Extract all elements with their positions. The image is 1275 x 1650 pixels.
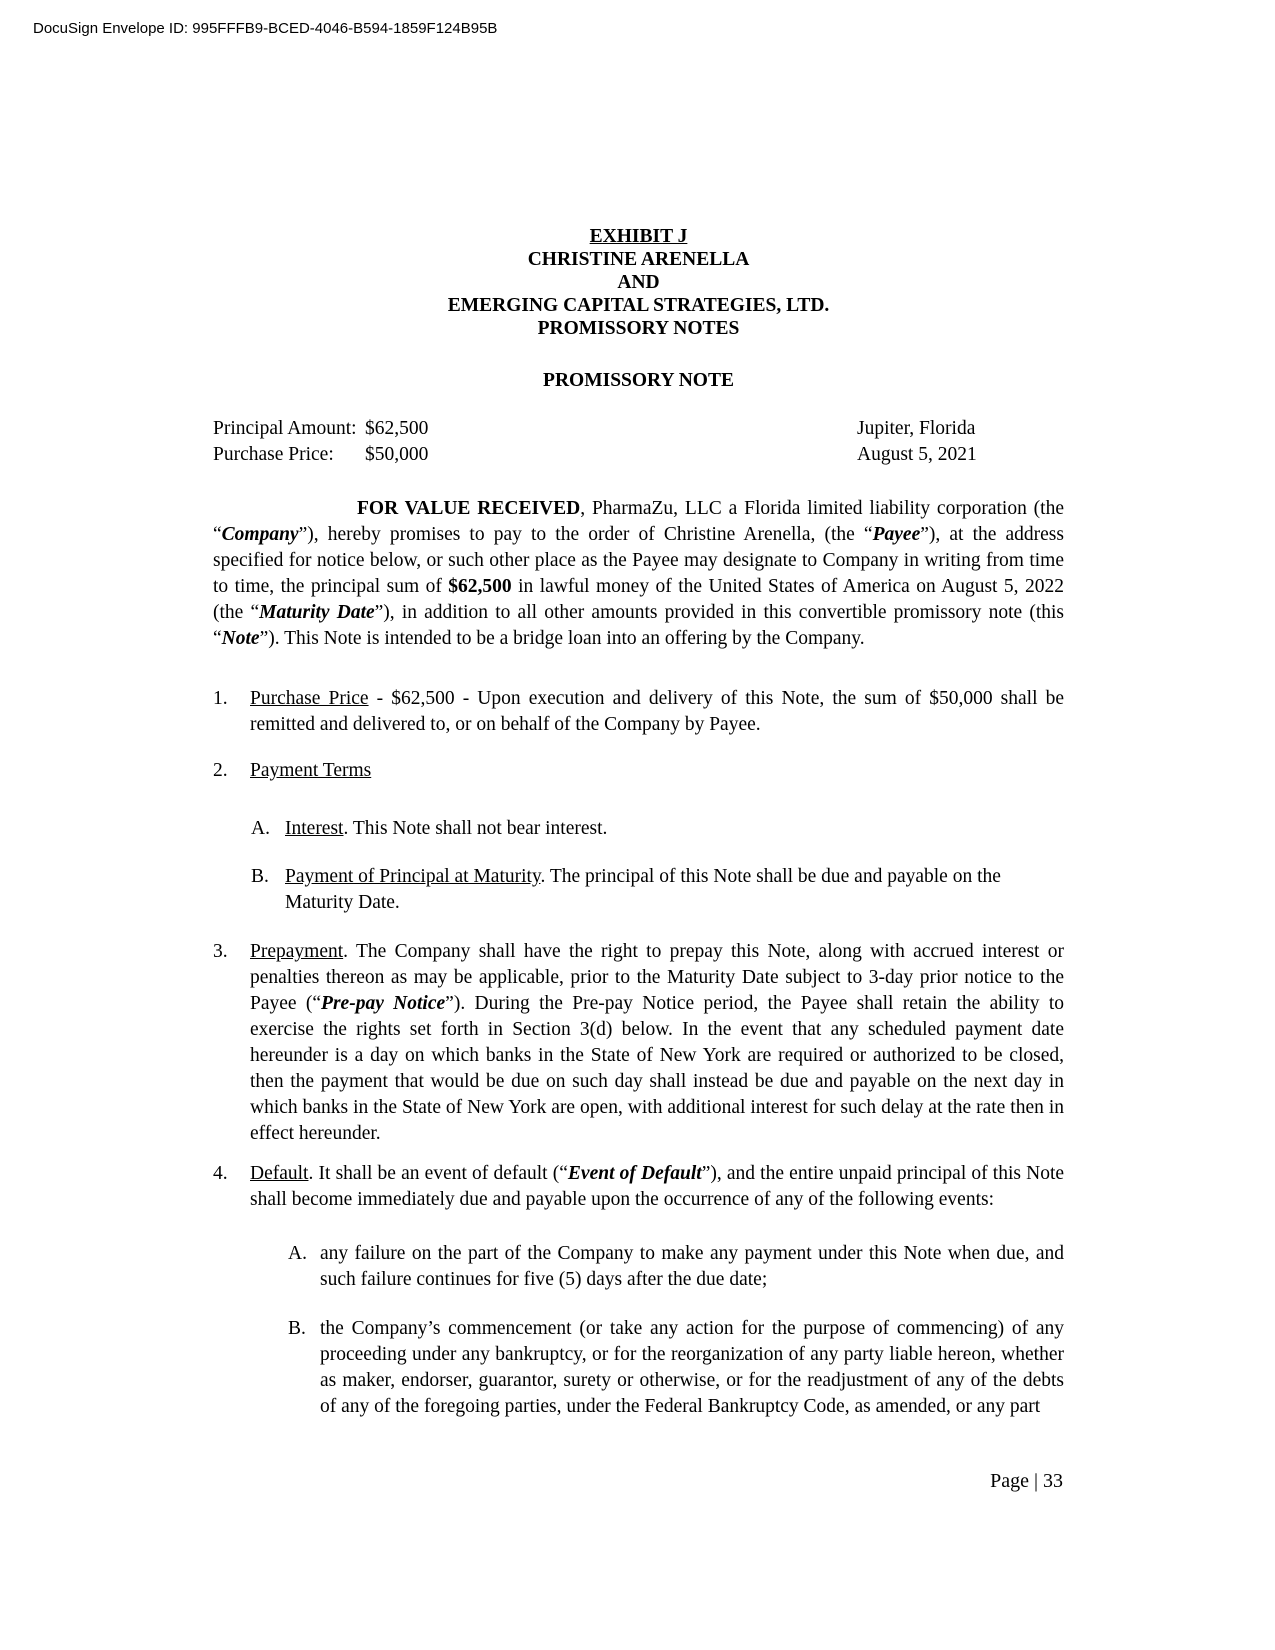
list-item-1-body bbox=[250, 686, 1064, 738]
list-letter-b: B. bbox=[251, 866, 269, 887]
list-item-3-body bbox=[250, 939, 1064, 1147]
place-line: Jupiter, Florida bbox=[857, 418, 976, 439]
list-item-4b bbox=[288, 1316, 1064, 1420]
text-segment: ”). This Note is intended to be a bridge loan into an offering by the Company. bbox=[259, 628, 865, 649]
exhibit-heading-block bbox=[213, 225, 1064, 340]
docusign-envelope-id: DocuSign Envelope ID: 995FFFB9-BCED-4046-B594-1859F124B95B bbox=[33, 20, 498, 37]
term-note: Note bbox=[221, 628, 260, 649]
text-segment: ”). During the Pre-pay Notice period, the Payee shall retain the ability to exercise the rights set forth in Section 3(d) below. In the event that any scheduled payment date hereunder is a day on which banks in the State of New York are required or authorized to be closed, then the payment that would be due on such day shall instead be due and payable on the next day in which banks in the State of New York are open, with additional interest for such delay at the rate then in effect hereunder. bbox=[250, 993, 1064, 1144]
text-segment: , PharmaZu, LLC a Florida limited liability corporation (the “ bbox=[213, 498, 1064, 545]
text-segment: ”), and the entire unpaid principal of this Note shall become immediately due and payable upon the occurrence of any of the following events: bbox=[250, 1163, 1065, 1210]
list-number-2: 2. bbox=[213, 760, 228, 781]
principal-amount-label: Principal Amount: bbox=[213, 418, 357, 439]
term-payee: Payee bbox=[872, 524, 921, 545]
text-segment: in lawful money of the United States of America on August 5, 2022 (the “ bbox=[213, 576, 1064, 623]
text-segment: . The principal of this Note shall be due and payable on the Maturity Date. bbox=[285, 866, 1001, 913]
text-segment: . The Company shall have the right to prepay this Note, along with accrued interest or penalties thereon as may be applicable, prior to the Maturity Date subject to 3-day prior notice to the Payee (“ bbox=[250, 941, 1064, 1014]
payment-of-principal-heading: Payment of Principal at Maturity bbox=[285, 866, 541, 887]
text-segment: . It shall be an event of default (“ bbox=[308, 1163, 568, 1184]
term-company: Company bbox=[221, 524, 299, 545]
heading-promissory-notes: PROMISSORY NOTES bbox=[537, 318, 740, 339]
list-item-2a-interest bbox=[251, 816, 1064, 842]
term-event-of-default: Event of Default bbox=[567, 1163, 702, 1184]
text-segment: ”), at the address specified for notice below, or such other place as the Payee may designate to Company in writing from time to time, the principal sum of bbox=[213, 524, 1064, 597]
list-letter-b: B. bbox=[288, 1318, 306, 1339]
list-item-4b-body: the Company’s commencement (or take any action for the purpose of commencing) of any proceeding under any bankruptcy, or for the reorganization of any party liable hereon, whether as maker, endorser, guarantor, surety or otherwise, or for the readjustment of any of the debts of any of the foregoing parties, under the Federal Bankruptcy Code, as amended, or any part bbox=[320, 1318, 1064, 1417]
list-item-4-default bbox=[213, 1161, 1064, 1213]
interest-heading: Interest bbox=[285, 818, 344, 839]
list-letter-a: A. bbox=[288, 1243, 307, 1264]
list-letter-a: A. bbox=[251, 818, 270, 839]
list-item-2a-body bbox=[285, 816, 1064, 842]
purchase-price-label: Purchase Price: bbox=[213, 444, 334, 465]
term-maturity-date: Maturity Date bbox=[259, 602, 375, 623]
page-number: Page | 33 bbox=[990, 1470, 1063, 1492]
document-title: PROMISSORY NOTE bbox=[543, 370, 734, 391]
payment-terms-heading: Payment Terms bbox=[250, 760, 372, 781]
party-name-1: CHRISTINE ARENELLA bbox=[527, 249, 750, 270]
intro-paragraph bbox=[213, 496, 1064, 652]
place-date-info bbox=[857, 416, 977, 468]
party-name-2: EMERGING CAPITAL STRATEGIES, LTD. bbox=[447, 295, 830, 316]
note-info-block bbox=[213, 416, 1064, 468]
list-item-4a bbox=[288, 1241, 1064, 1293]
list-item-2b-body bbox=[285, 864, 1027, 916]
list-number-1: 1. bbox=[213, 688, 228, 709]
term-pre-pay-notice: Pre-pay Notice bbox=[321, 993, 446, 1014]
list-item-4a-body: any failure on the part of the Company to make any payment under this Note when due, and such failure continues for five (5) days after the due date; bbox=[320, 1243, 1064, 1290]
principal-amount-value: $62,500 bbox=[365, 418, 429, 439]
for-value-received-text: FOR VALUE RECEIVED bbox=[357, 498, 581, 519]
text-segment: ”), hereby promises to pay to the order of Christine Arenella, (the “ bbox=[298, 524, 873, 545]
purchase-price-heading: Purchase Price bbox=[250, 688, 369, 709]
list-item-2b-principal-at-maturity bbox=[251, 864, 1064, 916]
text-segment: - $62,500 - Upon execution and delivery of this Note, the sum of $50,000 shall be remitted and delivered to, or on behalf of the Company by Payee. bbox=[250, 688, 1064, 735]
list-item-1-purchase-price bbox=[213, 686, 1064, 738]
exhibit-label: EXHIBIT J bbox=[589, 226, 688, 247]
document-content bbox=[213, 0, 1064, 1420]
list-item-2-body bbox=[250, 758, 1064, 784]
date-line: August 5, 2021 bbox=[857, 444, 977, 465]
list-item-4-body bbox=[250, 1161, 1064, 1213]
list-number-3: 3. bbox=[213, 941, 228, 962]
text-segment: . This Note shall not bear interest. bbox=[343, 818, 608, 839]
text-segment: ”), in addition to all other amounts provided in this convertible promissory note (this “ bbox=[213, 602, 1064, 649]
list-item-2-payment-terms bbox=[213, 758, 1064, 784]
list-item-3-prepayment bbox=[213, 939, 1064, 1147]
default-heading: Default bbox=[250, 1163, 309, 1184]
heading-and: AND bbox=[617, 272, 660, 293]
list-number-4: 4. bbox=[213, 1163, 228, 1184]
prepayment-heading: Prepayment bbox=[250, 941, 344, 962]
principal-sum-amount: $62,500 bbox=[448, 576, 512, 597]
purchase-price-value: $50,000 bbox=[365, 444, 429, 465]
